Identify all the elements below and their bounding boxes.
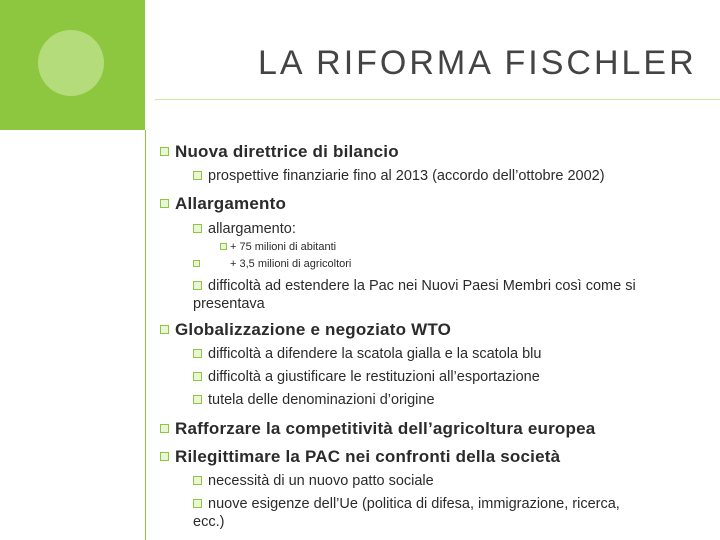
sub-bullet-text: difficoltà a difendere la scatola gialla e la scatola blu (208, 346, 542, 362)
sub-bullet-text: difficoltà ad estendere la Pac nei Nuovi Paesi Membri così come si (208, 278, 636, 294)
bullet-text: Rafforzare la competitività dell’agricoltura europea (175, 419, 596, 438)
square-bullet-icon (193, 224, 202, 233)
sub-bullet-item (193, 392, 435, 408)
bullet-item (160, 194, 286, 214)
sub-bullet-text: prospettive finanziarie fino al 2013 (accordo dell’ottobre 2002) (208, 168, 605, 184)
square-bullet-icon (193, 281, 202, 290)
sub-bullet-item (193, 346, 541, 362)
bullet-text: Rilegittimare la PAC nei confronti della società (175, 447, 561, 466)
square-bullet-icon (160, 325, 169, 334)
bullet-item (160, 142, 399, 162)
square-bullet-icon (160, 199, 169, 208)
subsub-bullet-item (193, 258, 351, 270)
square-bullet-icon (160, 147, 169, 156)
square-bullet-icon (193, 260, 200, 267)
subsub-bullet-text: + 75 milioni di abitanti (230, 241, 337, 253)
subsub-bullet-item (220, 241, 336, 253)
square-bullet-icon (193, 499, 202, 508)
sub-bullet-text: allargamento: (208, 221, 296, 237)
bullet-item (160, 447, 560, 467)
bullet-text: Allargamento (175, 194, 287, 213)
square-bullet-icon (193, 372, 202, 381)
sub-bullet-item (193, 278, 636, 294)
bullet-item (160, 419, 595, 439)
bullet-item (160, 320, 451, 340)
square-bullet-icon (193, 476, 202, 485)
sub-bullet-text: nuove esigenze dell’Ue (politica di difesa, immigrazione, ricerca, (208, 496, 620, 512)
square-bullet-icon (220, 243, 227, 250)
square-bullet-icon (193, 395, 202, 404)
square-bullet-icon (193, 171, 202, 180)
bullet-text: Nuova direttrice di bilancio (175, 142, 399, 161)
sub-bullet-text: necessità di un nuovo patto sociale (208, 473, 434, 489)
sub-bullet-item (193, 369, 540, 385)
sub-bullet-item (193, 496, 620, 512)
sub-bullet-item (193, 473, 434, 489)
sub-bullet-item (193, 221, 296, 237)
sub-bullet-text-continued: presentava (193, 296, 265, 312)
square-bullet-icon (193, 349, 202, 358)
slide-title: LA RIFORMA FISCHLER (258, 44, 697, 82)
sub-bullet-text-continued: ecc.) (193, 514, 225, 530)
sub-bullet-item (193, 168, 605, 184)
square-bullet-icon (160, 452, 169, 461)
square-bullet-icon (160, 424, 169, 433)
bullet-text: Globalizzazione e negoziato WTO (175, 320, 452, 339)
subsub-bullet-text: + 3,5 milioni di agricoltori (230, 258, 352, 270)
sub-bullet-text: difficoltà a giustificare le restituzioni all’esportazione (208, 369, 540, 385)
sub-bullet-text: tutela delle denominazioni d’origine (208, 392, 435, 408)
